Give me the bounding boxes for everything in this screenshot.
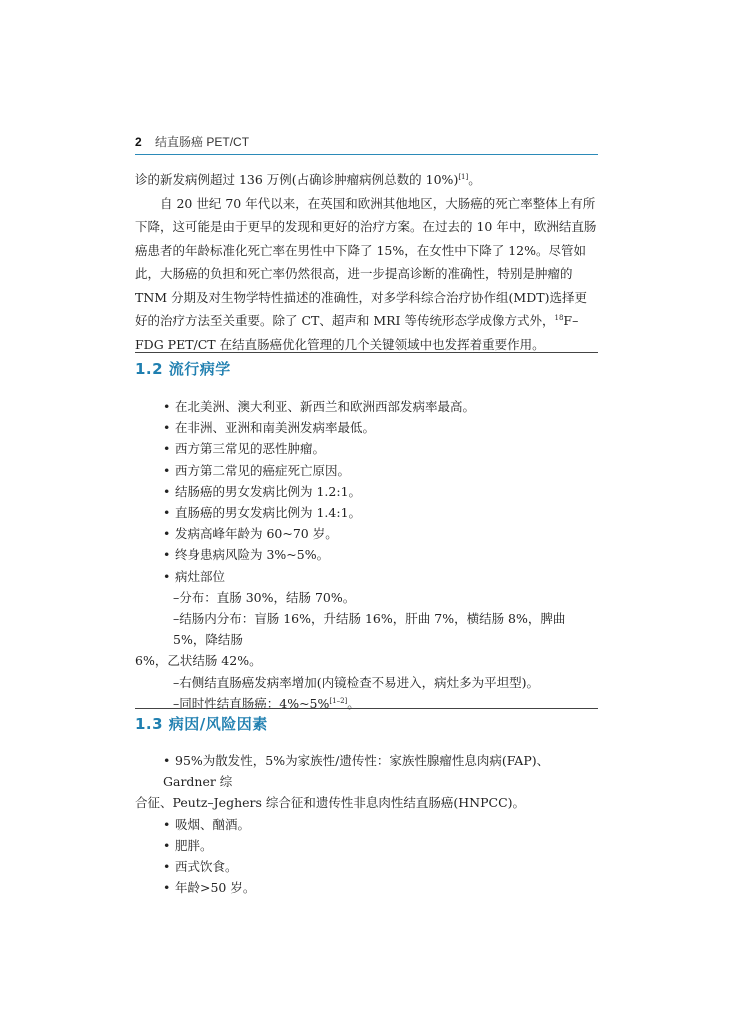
list-item: • 病灶部位 — [135, 566, 598, 587]
sub-item: –结肠内分布：盲肠 16%，升结肠 16%，肝曲 7%，横结肠 8%，脾曲 5%，降结肠 — [173, 611, 566, 648]
bullet-icon: • — [163, 505, 171, 521]
list-item: • 年龄>50 岁。 — [135, 877, 598, 898]
list-item-continuation: 合征、Peutz–Jeghers 综合征和遗传性非息肉性结直肠癌(HNPCC)。 — [135, 795, 526, 811]
bullet-icon: • — [163, 816, 171, 832]
bullet-icon: • — [163, 399, 171, 414]
list-item: • 西方第三常见的恶性肿瘤。 — [135, 438, 598, 459]
bullet-icon: • — [163, 483, 171, 499]
list-item: • 西式饮食。 — [135, 856, 598, 877]
list-item: • 在非洲、亚洲和南美洲发病率最低。 — [135, 417, 598, 438]
list-item: • 直肠癌的男女发病比例为 1.4:1。 — [135, 502, 598, 523]
intro-paragraph-2: 自 20 世纪 70 年代以来，在英国和欧洲其他地区，大肠癌的死亡率整体上有所下降，这可能是由于更早的发现和更好的治疗方案。在过去的 10 年中，欧洲结直肠癌患者的年龄标准化死亡率在男性中下降了 15%，在女性中下降了 12%。尽管如此，大肠癌的负担和死亡率仍然很高，进一步提高诊断的准确性，特别是肿瘤的 TNM 分期及对生物学特性描述的准确性，对多学科综合治疗协作组(MDT)选择更好的治疗方法至关重要。除了 CT、超声和 MRI 等传统形态学成像方式外，$^{18}$F–FDG PET/CT 在结直肠癌优化管理的几个关键领域中也发挥着重要作用。 — [135, 195, 597, 352]
list-item: • 肥胖。 — [135, 835, 598, 856]
intro-line-1: 诊的新发病例超过 136 万例(占确诊肿瘤病例总数的 10%)[1]。 — [135, 172, 481, 187]
citation-ref: [1] — [458, 172, 469, 181]
bullet-icon: • — [163, 441, 171, 457]
sub-item-continuation: 6%，乙状结肠 42%。 — [135, 653, 262, 669]
sub-item: –右侧结直肠癌发病率增加(内镜检查不易进入，病灶多为平坦型)。 — [173, 674, 540, 690]
bullet-icon: • — [163, 880, 171, 896]
epidemiology-list — [135, 396, 598, 714]
list-item: • 西方第二常见的癌症死亡原因。 — [135, 460, 598, 481]
bullet-icon: • — [163, 420, 171, 436]
bullet-icon: • — [163, 547, 171, 563]
list-item: • 吸烟、酗酒。 — [135, 814, 598, 835]
section-title-1-2: 1.2 流行病学 — [135, 360, 231, 378]
bullet-icon: • — [163, 837, 171, 853]
section-rule-1-3 — [135, 708, 598, 709]
bullet-icon: • — [163, 753, 171, 768]
bullet-icon: • — [163, 859, 171, 875]
bullet-icon: • — [163, 462, 171, 478]
isotope-superscript: 18 — [554, 313, 564, 322]
section-title-1-3: 1.3 病因/风险因素 — [135, 715, 268, 733]
sub-item: –分布：直肠 30%，结肠 70%。 — [173, 589, 356, 605]
bullet-icon: • — [163, 526, 171, 542]
sub-item: –同时性结直肠癌：4%~5%[1–2]。 — [173, 695, 360, 711]
book-title: 结直肠癌 PET/CT — [155, 135, 250, 149]
list-item: • 95%为散发性，5%为家族性/遗传性：家族性腺瘤性息肉病(FAP)、Gardner 综 — [135, 750, 598, 792]
list-item: • 结肠癌的男女发病比例为 1.2:1。 — [135, 481, 598, 502]
list-item: • 发病高峰年龄为 60~70 岁。 — [135, 523, 598, 544]
intro-text — [135, 168, 598, 356]
list-item: • 终身患病风险为 3%~5%。 — [135, 544, 598, 565]
page-number: 2 — [135, 135, 142, 149]
header-rule — [135, 154, 598, 155]
section-rule-1-2 — [135, 352, 598, 353]
bullet-icon: • — [163, 568, 171, 584]
running-header — [135, 133, 249, 150]
risk-factor-list — [135, 750, 598, 898]
list-item: • 在北美洲、澳大利亚、新西兰和欧洲西部发病率最高。 — [135, 396, 598, 417]
citation-ref: [1–2] — [329, 696, 348, 705]
